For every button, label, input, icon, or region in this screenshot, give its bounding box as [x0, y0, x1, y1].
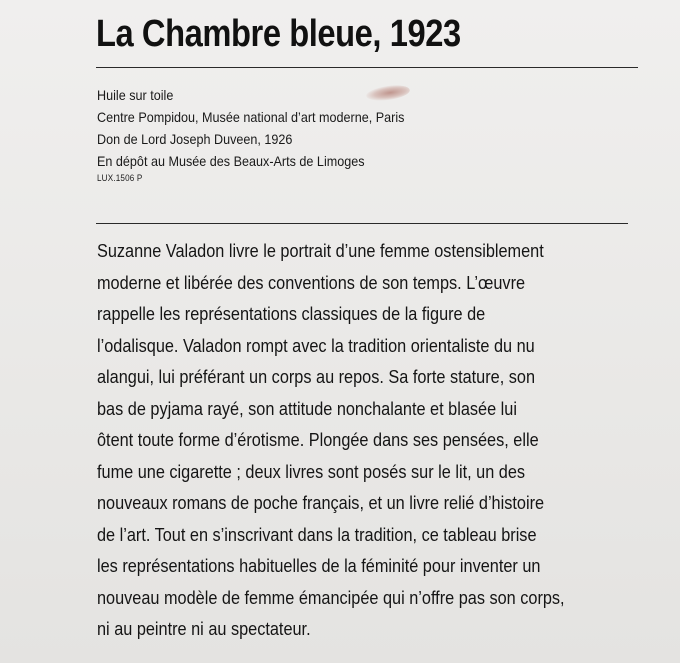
- deposit-location: En dépôt au Musée des Beaux-Arts de Limoges: [97, 153, 365, 169]
- artwork-title: La Chambre bleue, 1923: [96, 13, 461, 55]
- provenance: Don de Lord Joseph Duveen, 1926: [97, 131, 293, 147]
- description-line: les représentations habituelles de la féminité pour inventer un: [97, 555, 541, 576]
- description-line: rappelle les représentations classiques de la figure de: [97, 303, 486, 324]
- description-line: l’odalisque. Valadon rompt avec la tradition orientaliste du nu: [97, 334, 535, 356]
- description-text: [97, 235, 590, 645]
- artwork-details: [97, 84, 404, 184]
- description-line: alangui, lui préférant un corps au repos. Sa forte stature, son: [97, 366, 536, 387]
- description-line: moderne et libérée des conventions de son temps. L’œuvre: [97, 271, 526, 293]
- title-divider: [96, 67, 638, 68]
- description-line: fume une cigarette ; deux livres sont posés sur le lit, un des: [97, 460, 526, 482]
- description-line: nouveau modèle de femme émancipée qui n’offre pas son corps,: [97, 586, 565, 608]
- collection: Centre Pompidou, Musée national d’art moderne, Paris: [97, 109, 405, 125]
- medium: Huile sur toile: [97, 87, 174, 103]
- description-line: ôtent toute forme d’érotisme. Plongée dans ses pensées, elle: [97, 429, 539, 450]
- description-line: Suzanne Valadon livre le portrait d’une femme ostensiblement: [97, 240, 544, 261]
- description-line: de l’art. Tout en s’inscrivant dans la tradition, ce tableau brise: [97, 523, 537, 545]
- inventory-number: LUX.1506 P: [97, 173, 143, 183]
- details-divider: [96, 223, 628, 224]
- description-line: ni au peintre ni au spectateur.: [97, 618, 311, 639]
- description-line: bas de pyjama rayé, son attitude nonchalante et blasée lui: [97, 397, 517, 419]
- description-line: nouveaux romans de poche français, et un livre relié d’histoire: [97, 492, 545, 513]
